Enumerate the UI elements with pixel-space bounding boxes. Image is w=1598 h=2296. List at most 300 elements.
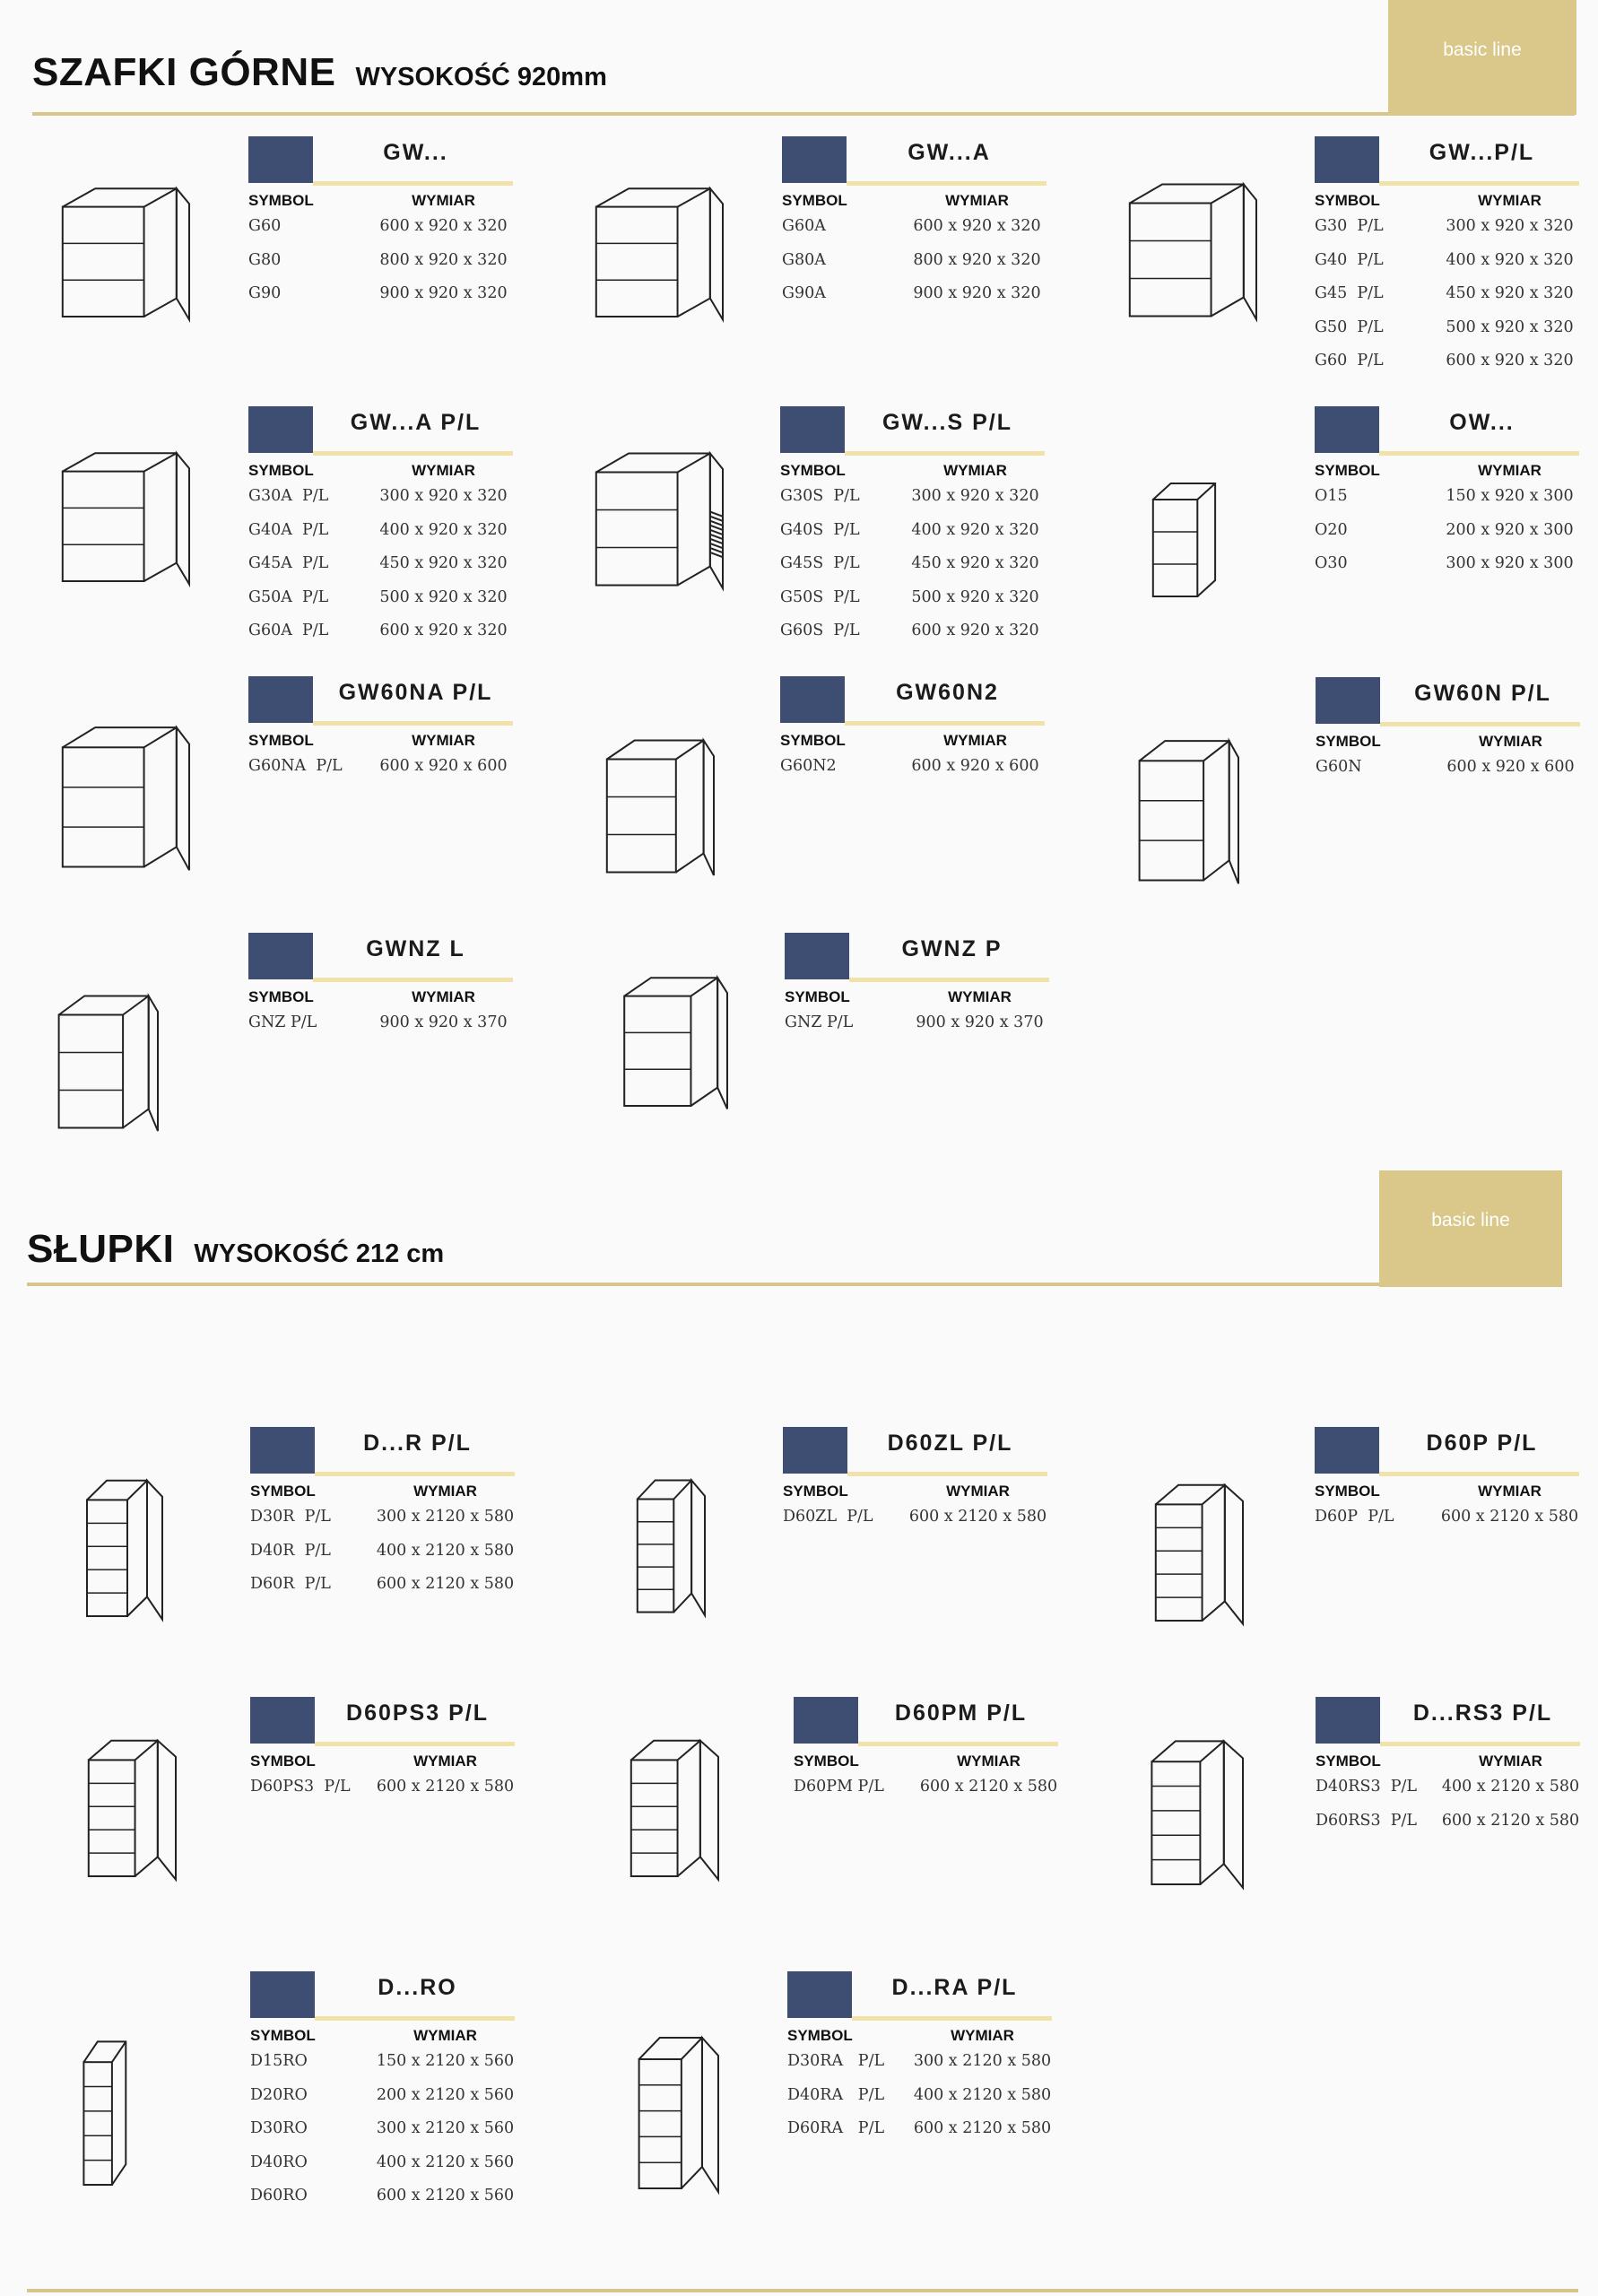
block-title: GW60N P/L (1414, 681, 1551, 706)
corner-cabinet-icon (1125, 731, 1242, 897)
column-header-symbol: SYMBOL (780, 462, 846, 479)
size-cell: 300 x 920 x 320 (1446, 217, 1574, 235)
product-block (783, 1427, 1047, 1535)
column-headers (780, 462, 1045, 480)
size-cell: 600 x 920 x 320 (913, 217, 1041, 235)
column-headers (1315, 462, 1579, 480)
table-row (787, 2079, 1052, 2113)
block-color-square (1315, 1427, 1379, 1474)
wall-cabinet-glass-double-door-icon (578, 179, 726, 332)
symbol-cell: G30S P/L (780, 487, 860, 505)
column-header-size: WYMIAR (413, 2027, 477, 2044)
table-row (780, 614, 1045, 648)
block-title: D...RS3 P/L (1412, 1700, 1553, 1726)
size-cell: 600 x 2120 x 580 (1440, 1508, 1579, 1526)
symbol-cell: G45 P/L (1315, 284, 1384, 302)
corner-cabinet-glass-icon (45, 718, 193, 883)
column-header-symbol: SYMBOL (783, 1483, 848, 1500)
block-underline (1380, 722, 1580, 726)
symbol-cell: D60RO (250, 2187, 308, 2205)
symbol-cell: G60A P/L (248, 622, 329, 639)
column-header-symbol: SYMBOL (782, 192, 847, 209)
block-underline (1379, 1472, 1579, 1476)
symbol-cell: D40RA P/L (787, 2085, 885, 2104)
block-underline (313, 721, 513, 726)
size-cell: 200 x 920 x 300 (1446, 520, 1574, 539)
size-cell: 600 x 920 x 320 (379, 622, 508, 639)
size-cell: 900 x 920 x 320 (913, 284, 1041, 302)
table-row (780, 480, 1045, 514)
product-block (782, 136, 1047, 311)
size-cell: 500 x 920 x 320 (379, 587, 508, 606)
tall-glass-cabinet-icon (628, 2027, 722, 2206)
column-headers (250, 2027, 515, 2045)
block-header (1315, 1427, 1579, 1477)
symbol-cell: G45A P/L (248, 554, 329, 572)
table-row (780, 581, 1045, 615)
block-header (782, 136, 1047, 187)
symbol-cell: G60A (782, 217, 826, 235)
size-cell: 800 x 920 x 320 (379, 250, 508, 269)
symbol-cell: D30RO (250, 2119, 308, 2137)
size-cell: 150 x 2120 x 560 (376, 2052, 515, 2070)
column-headers (250, 1483, 515, 1500)
size-cell: 400 x 920 x 320 (379, 520, 508, 539)
table-row (782, 244, 1047, 278)
table-row (780, 750, 1045, 784)
tall-open-shelf-icon (76, 2031, 139, 2202)
table-row (248, 614, 513, 648)
column-header-size: WYMIAR (948, 988, 1012, 1005)
size-cell: 450 x 920 x 320 (1446, 284, 1574, 302)
size-cell: 900 x 920 x 370 (379, 1013, 508, 1031)
size-cell: 600 x 920 x 320 (379, 217, 508, 235)
block-color-square (250, 1427, 315, 1474)
section-subtitle-text: WYSOKOŚĆ 212 cm (194, 1239, 445, 1268)
product-block (794, 1697, 1058, 1805)
symbol-cell: D30R P/L (250, 1508, 331, 1526)
column-header-size: WYMIAR (413, 1483, 477, 1500)
column-header-symbol: SYMBOL (248, 192, 314, 209)
size-cell: 400 x 2120 x 580 (913, 2085, 1052, 2104)
block-header (787, 1971, 1052, 2022)
size-cell: 900 x 920 x 320 (379, 284, 508, 302)
column-header-size: WYMIAR (1478, 462, 1542, 479)
size-cell: 900 x 920 x 370 (916, 1013, 1044, 1031)
block-underline (1380, 1742, 1580, 1746)
column-headers (248, 192, 513, 210)
block-color-square (785, 933, 849, 979)
column-header-size: WYMIAR (413, 1752, 477, 1770)
column-headers (1315, 1483, 1579, 1500)
symbol-cell: G60NA P/L (248, 757, 343, 775)
table-row (1315, 344, 1579, 378)
symbol-cell: D60RS3 P/L (1316, 1811, 1418, 1830)
block-color-square (782, 136, 847, 183)
symbol-cell: G60S P/L (780, 622, 860, 639)
block-underline (847, 181, 1047, 186)
tall-cabinet-drawers-icon (76, 1731, 179, 1892)
tall-oven-microwave-cabinet-icon (619, 1731, 722, 1892)
block-title: GW...P/L (1429, 140, 1535, 165)
symbol-cell: O30 (1315, 554, 1348, 572)
symbol-cell: G40 P/L (1315, 250, 1384, 269)
block-title: D...R P/L (363, 1431, 472, 1456)
column-header-symbol: SYMBOL (248, 462, 314, 479)
column-header-size: WYMIAR (945, 192, 1009, 209)
symbol-cell: G90A (782, 284, 826, 302)
product-block (1315, 136, 1579, 378)
column-header-size: WYMIAR (946, 1483, 1010, 1500)
symbol-cell: D60ZL P/L (783, 1508, 873, 1526)
symbol-cell: G90 (248, 284, 282, 302)
product-block (248, 136, 513, 311)
block-title: D60ZL P/L (887, 1431, 1013, 1456)
symbol-cell: GNZ P/L (248, 1013, 317, 1031)
block-underline (858, 1742, 1058, 1746)
block-underline (315, 1742, 515, 1746)
column-header-symbol: SYMBOL (780, 732, 846, 749)
symbol-cell: D60PS3 P/L (250, 1778, 351, 1796)
column-header-size: WYMIAR (412, 462, 475, 479)
block-header (250, 1971, 515, 2022)
block-color-square (794, 1697, 858, 1744)
table-row (250, 1500, 515, 1535)
symbol-cell: D60RA P/L (787, 2119, 885, 2137)
block-title: GW...A P/L (350, 410, 482, 435)
block-color-square (1316, 1697, 1380, 1744)
table-row (782, 210, 1047, 244)
column-headers (248, 988, 513, 1006)
block-title: GWNZ L (366, 936, 465, 961)
block-header (780, 676, 1045, 726)
column-header-size: WYMIAR (957, 1752, 1020, 1770)
symbol-cell: GNZ P/L (785, 1013, 854, 1031)
table-row (250, 1568, 515, 1602)
block-color-square (780, 676, 845, 723)
table-row (1315, 514, 1579, 548)
section-title-upper-cabinets (32, 50, 607, 95)
size-cell: 500 x 920 x 320 (911, 587, 1039, 606)
symbol-cell: G60 (248, 217, 282, 235)
symbol-cell: G80 (248, 250, 282, 269)
block-underline (845, 721, 1045, 726)
column-headers (794, 1752, 1058, 1770)
block-underline (1379, 451, 1579, 456)
block-underline (852, 2016, 1052, 2021)
column-header-symbol: SYMBOL (1316, 1752, 1381, 1770)
block-color-square (248, 933, 313, 979)
size-cell: 600 x 2120 x 580 (376, 1575, 515, 1593)
block-title: GW...S P/L (882, 410, 1012, 435)
symbol-cell: G60N (1316, 758, 1362, 776)
block-underline (315, 2016, 515, 2021)
block-title: D...RO (378, 1975, 457, 2000)
wall-cabinet-single-door-icon (1112, 175, 1260, 332)
table-row (248, 480, 513, 514)
table-row (1315, 277, 1579, 311)
tall-pantry-cabinet-icon (1143, 1475, 1246, 1637)
table-row (248, 277, 513, 311)
tall-fridge-cabinet-icon (628, 1471, 708, 1628)
symbol-cell: D15RO (250, 2052, 308, 2070)
size-cell: 600 x 920 x 320 (1446, 352, 1574, 370)
table-row (248, 210, 513, 244)
column-headers (782, 192, 1047, 210)
block-title: D60P P/L (1426, 1431, 1538, 1456)
block-header (794, 1697, 1058, 1747)
table-row (1316, 1805, 1580, 1839)
symbol-cell: D60PM P/L (794, 1778, 884, 1796)
block-color-square (783, 1427, 847, 1474)
column-header-size: WYMIAR (412, 732, 475, 749)
table-row (1316, 1770, 1580, 1805)
product-block (780, 406, 1045, 648)
block-underline (315, 1472, 515, 1476)
block-color-square (250, 1971, 315, 2018)
column-header-size: WYMIAR (1479, 733, 1542, 750)
block-header (248, 676, 513, 726)
table-row (250, 2146, 515, 2180)
table-row (782, 277, 1047, 311)
symbol-cell: O15 (1315, 487, 1348, 505)
block-underline (849, 978, 1049, 982)
page-bottom-divider (27, 2289, 1578, 2292)
block-title: GW...A (908, 140, 991, 165)
block-underline (313, 451, 513, 456)
block-title: OW... (1449, 410, 1515, 435)
open-shelf-cabinet-icon (1143, 475, 1224, 610)
column-header-size: WYMIAR (1478, 1483, 1542, 1500)
block-header (1316, 677, 1580, 727)
size-cell: 300 x 920 x 300 (1446, 554, 1574, 572)
size-cell: 600 x 2120 x 580 (919, 1778, 1058, 1796)
symbol-cell: D40R P/L (250, 1541, 331, 1560)
block-color-square (1316, 677, 1380, 724)
column-header-symbol: SYMBOL (1315, 462, 1380, 479)
block-underline (1379, 181, 1579, 186)
block-header (1316, 1697, 1580, 1747)
block-underline (845, 451, 1045, 456)
size-cell: 600 x 920 x 320 (911, 622, 1039, 639)
product-block (250, 1971, 515, 2213)
section-divider (32, 112, 1575, 116)
table-row (248, 514, 513, 548)
column-header-symbol: SYMBOL (1315, 192, 1380, 209)
table-row (250, 1770, 515, 1805)
section-title-tall-units (27, 1227, 444, 1272)
end-cabinet-left-icon (45, 987, 161, 1144)
product-block (787, 1971, 1052, 2146)
size-cell: 300 x 2120 x 580 (913, 2052, 1052, 2070)
column-headers (248, 732, 513, 750)
size-cell: 300 x 920 x 320 (379, 487, 508, 505)
block-header (250, 1697, 515, 1747)
product-block (248, 933, 513, 1040)
table-row (250, 1535, 515, 1569)
column-header-symbol: SYMBOL (248, 988, 314, 1005)
size-cell: 400 x 920 x 320 (911, 520, 1039, 539)
wall-cabinet-slatted-door-icon (578, 444, 726, 601)
table-row (1315, 244, 1579, 278)
symbol-cell: D40RO (250, 2152, 308, 2171)
table-row (250, 2112, 515, 2146)
table-row (248, 581, 513, 615)
table-row (250, 2045, 515, 2079)
symbol-cell: G60 P/L (1315, 352, 1384, 370)
column-headers (248, 462, 513, 480)
column-header-size: WYMIAR (412, 988, 475, 1005)
size-cell: 150 x 920 x 300 (1446, 487, 1574, 505)
symbol-cell: G40A P/L (248, 520, 329, 539)
block-color-square (787, 1971, 852, 2018)
column-header-size: WYMIAR (1478, 192, 1542, 209)
block-header (248, 136, 513, 187)
symbol-cell: G45S P/L (780, 554, 860, 572)
block-underline (313, 978, 513, 982)
size-cell: 400 x 2120 x 560 (376, 2152, 515, 2171)
size-cell: 600 x 2120 x 580 (908, 1508, 1047, 1526)
size-cell: 600 x 2120 x 580 (913, 2119, 1052, 2137)
table-row (1315, 311, 1579, 345)
symbol-cell: G50S P/L (780, 587, 860, 606)
symbol-cell: O20 (1315, 520, 1348, 539)
size-cell: 400 x 2120 x 580 (1441, 1778, 1580, 1796)
column-headers (780, 732, 1045, 750)
table-row (783, 1500, 1047, 1535)
symbol-cell: D30RA P/L (787, 2052, 885, 2070)
product-block (248, 406, 513, 648)
block-title: GW60NA P/L (338, 680, 493, 705)
column-header-size: WYMIAR (943, 462, 1007, 479)
size-cell: 300 x 920 x 320 (911, 487, 1039, 505)
column-header-symbol: SYMBOL (248, 732, 314, 749)
tall-cabinet-drawers-narrow-icon (1139, 1731, 1246, 1901)
table-row (248, 547, 513, 581)
table-row (785, 1006, 1049, 1040)
symbol-cell: D60P P/L (1315, 1508, 1394, 1526)
table-row (780, 547, 1045, 581)
badge-basic-line: basic line (1388, 0, 1576, 115)
section-divider (27, 1283, 1562, 1286)
table-row (1315, 1500, 1579, 1535)
block-underline (847, 1472, 1047, 1476)
symbol-cell: G50A P/L (248, 587, 329, 606)
block-header (1315, 406, 1579, 457)
section-subtitle-text: WYSOKOŚĆ 920mm (355, 63, 607, 91)
product-block (1316, 677, 1580, 785)
block-title: GWNZ P (901, 936, 1003, 961)
wall-cabinet-double-door-icon (45, 179, 193, 332)
tall-cabinet-icon (76, 1471, 166, 1632)
block-header (1315, 136, 1579, 187)
table-row (250, 2179, 515, 2213)
table-row (1315, 547, 1579, 581)
column-headers (1316, 1752, 1580, 1770)
size-cell: 600 x 920 x 600 (379, 757, 508, 775)
section-title-text: SŁUPKI (27, 1227, 175, 1271)
size-cell: 600 x 2120 x 560 (376, 2187, 515, 2205)
table-row (248, 1006, 513, 1040)
corner-cabinet-double-icon (592, 731, 717, 888)
table-row (250, 2079, 515, 2113)
table-row (787, 2045, 1052, 2079)
table-row (780, 514, 1045, 548)
block-color-square (1315, 406, 1379, 453)
size-cell: 400 x 2120 x 580 (376, 1541, 515, 1560)
block-title: D60PS3 P/L (346, 1700, 489, 1726)
section-title-text: SZAFKI GÓRNE (32, 50, 336, 94)
size-cell: 800 x 920 x 320 (913, 250, 1041, 269)
table-row (787, 2112, 1052, 2146)
badge-basic-line: basic line (1379, 1170, 1562, 1287)
block-header (780, 406, 1045, 457)
column-header-symbol: SYMBOL (250, 2027, 316, 2044)
symbol-cell: G80A (782, 250, 826, 269)
size-cell: 450 x 920 x 320 (911, 554, 1039, 572)
block-color-square (248, 136, 313, 183)
block-title: D...RA P/L (891, 1975, 1018, 2000)
block-color-square (250, 1697, 315, 1744)
column-header-symbol: SYMBOL (250, 1752, 316, 1770)
table-row (1315, 210, 1579, 244)
size-cell: 450 x 920 x 320 (379, 554, 508, 572)
size-cell: 600 x 920 x 600 (1446, 758, 1575, 776)
block-header (785, 933, 1049, 983)
column-headers (785, 988, 1049, 1006)
size-cell: 200 x 2120 x 560 (376, 2085, 515, 2104)
product-block (1316, 1697, 1580, 1838)
symbol-cell: G40S P/L (780, 520, 860, 539)
size-cell: 600 x 920 x 600 (911, 757, 1039, 775)
column-header-size: WYMIAR (943, 732, 1007, 749)
symbol-cell: D20RO (250, 2085, 308, 2104)
product-block (250, 1427, 515, 1602)
column-headers (250, 1752, 515, 1770)
product-block (1315, 406, 1579, 581)
size-cell: 600 x 2120 x 580 (376, 1778, 515, 1796)
symbol-cell: G50 P/L (1315, 317, 1384, 336)
table-row (794, 1770, 1058, 1805)
product-block (785, 933, 1049, 1040)
column-header-size: WYMIAR (412, 192, 475, 209)
column-header-size: WYMIAR (1479, 1752, 1542, 1770)
product-block (248, 676, 513, 784)
size-cell: 500 x 920 x 320 (1446, 317, 1574, 336)
column-header-size: WYMIAR (951, 2027, 1014, 2044)
column-headers (1315, 192, 1579, 210)
column-header-symbol: SYMBOL (785, 988, 850, 1005)
column-header-symbol: SYMBOL (250, 1483, 316, 1500)
product-block (780, 676, 1045, 784)
table-row (248, 750, 513, 784)
symbol-cell: D60R P/L (250, 1575, 331, 1593)
column-headers (787, 2027, 1052, 2045)
block-header (250, 1427, 515, 1477)
block-title: GW60N2 (896, 680, 999, 705)
symbol-cell: G60N2 (780, 757, 837, 775)
product-block (1315, 1427, 1579, 1535)
wall-cabinet-glass-single-door-icon (45, 444, 193, 596)
table-row (1315, 480, 1579, 514)
block-color-square (248, 406, 313, 453)
product-block (250, 1697, 515, 1805)
column-header-symbol: SYMBOL (787, 2027, 853, 2044)
block-title: D60PM P/L (894, 1700, 1028, 1726)
size-cell: 400 x 920 x 320 (1446, 250, 1574, 269)
table-row (248, 244, 513, 278)
block-underline (313, 181, 513, 186)
